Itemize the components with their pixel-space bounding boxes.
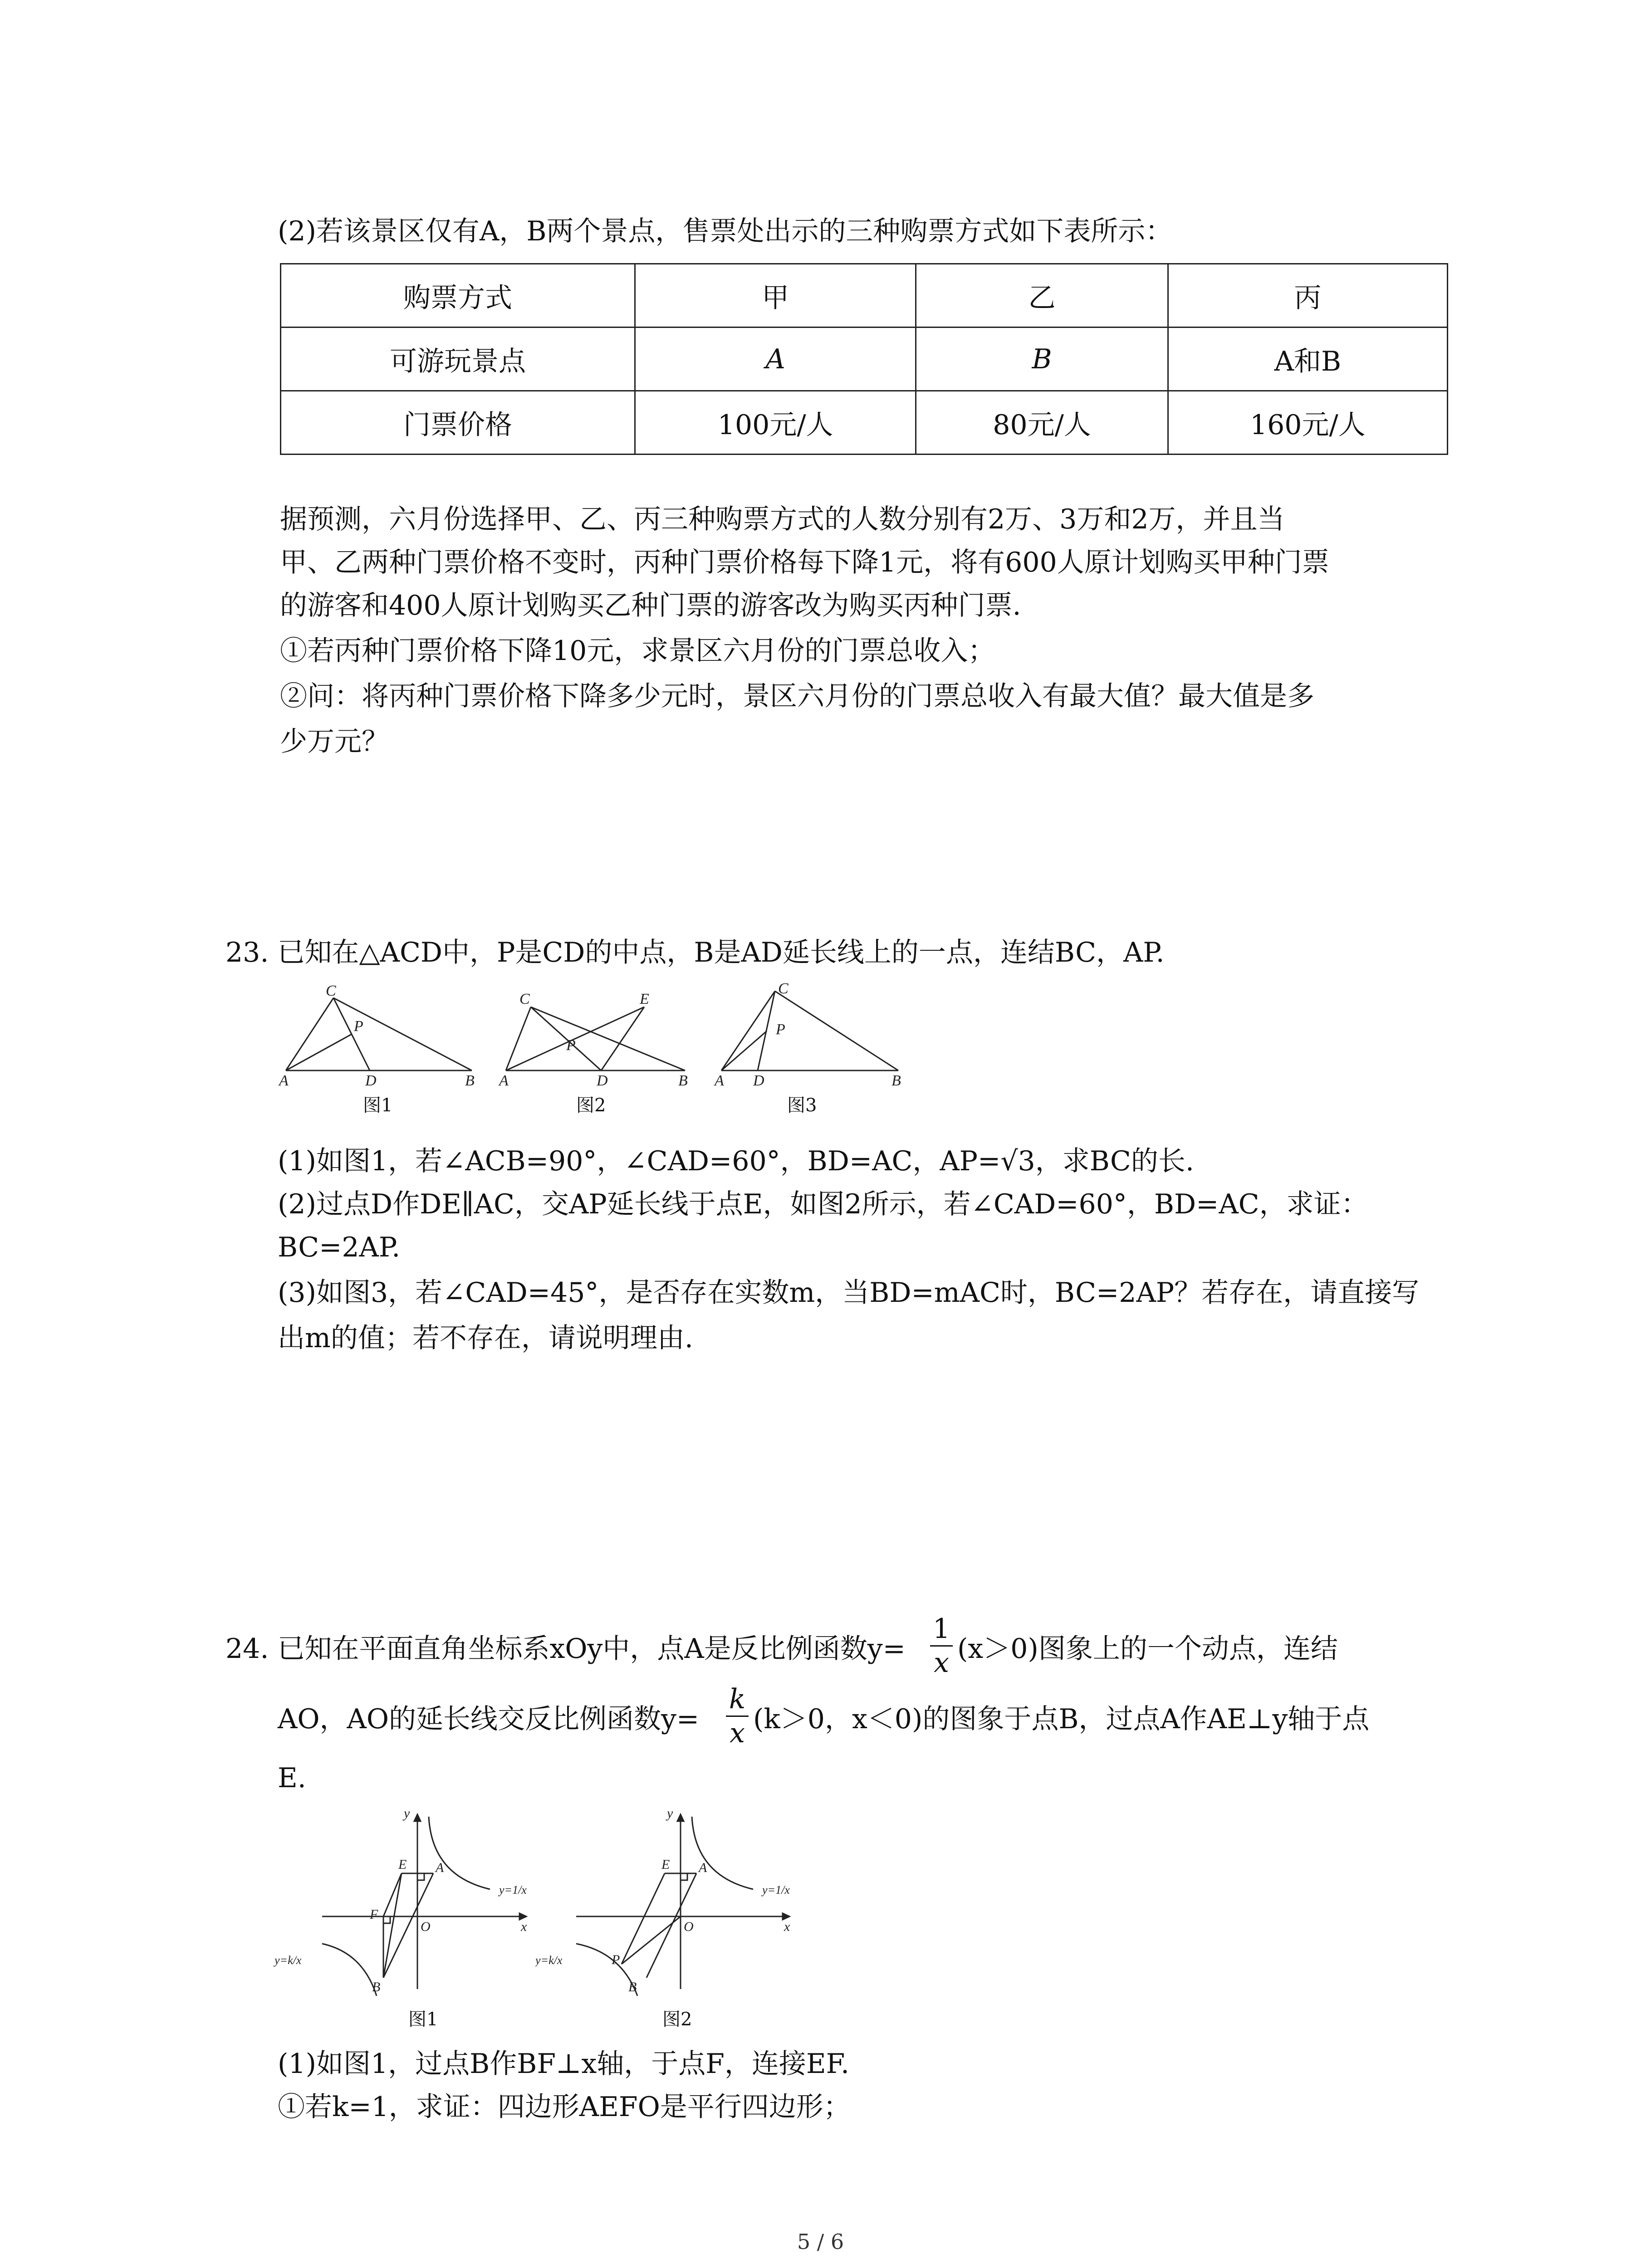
q23-figure-2 [495,982,708,1086]
label-A: A [279,1072,289,1086]
label-B: B [892,1072,901,1086]
q24-line1-a: 24. 已知在平面直角坐标系xOy中，点A是反比例函数y= [225,1633,906,1665]
fraction-numerator: k [729,1683,746,1715]
table-row [281,391,1448,455]
q22-line-2: 甲、乙两种门票价格不变时，丙种门票价格每下降1元，将有600人原计划购买甲种门票 [280,547,1329,578]
q24-part1: (1)如图1，过点B作BF⊥x轴，于点F，连接EF. [278,2048,850,2080]
q24-part1-1: ①若k=1，求证：四边形AEFO是平行四边形； [278,2091,851,2123]
curve-label-1-over-x: y=1/x [762,1883,790,1897]
label-A: A [699,1860,707,1875]
q24-figure-2 [535,1808,826,1998]
label-A: A [436,1860,444,1875]
table-cell: 门票价格 [281,391,635,455]
table-row [281,327,1448,391]
table-cell: B [916,327,1168,391]
table-cell: 可游玩景点 [281,327,635,391]
q22-line-1: 据预测，六月份选择甲、乙、丙三种购票方式的人数分别有2万、3万和2万，并且当 [280,503,1285,535]
label-D: D [365,1072,377,1086]
q23-figure-3 [708,982,912,1086]
q24-figure-1 [272,1808,563,1998]
table-cell: 乙 [916,264,1168,327]
table-row [281,264,1448,327]
label-P: P [354,1018,363,1035]
q24-fraction-2 [726,1683,749,1750]
label-x: x [784,1919,790,1934]
label-P: P [776,1021,785,1038]
curve-label-k-over-x: y=k/x [535,1954,563,1967]
q22-line-3: 的游客和400人原计划购买乙种门票的游客改为购买丙种门票. [280,590,1021,621]
label-B: B [678,1072,688,1086]
label-D: D [753,1072,764,1086]
label-A: A [715,1072,724,1086]
label-E: E [661,1857,670,1872]
page-number: 5 / 6 [797,2229,844,2254]
label-y: y [404,1808,410,1821]
label-E: E [398,1857,407,1872]
ticket-table [280,263,1448,455]
q24-fig2-caption: 图2 [662,2009,692,2030]
curve-label-1-over-x: y=1/x [499,1883,527,1897]
q24-line1-b: (x＞0)图象上的一个动点，连结 [957,1633,1338,1665]
label-C: C [519,991,530,1007]
label-O: O [421,1919,431,1934]
label-C: C [778,982,789,997]
q24-line3: E. [278,1762,306,1794]
q23-fig3-caption: 图3 [787,1095,817,1116]
table-cell: A [635,327,916,391]
label-O: O [684,1919,694,1934]
label-y: y [667,1808,673,1821]
table-cell: 80元/人 [916,391,1168,455]
label-P: P [566,1037,576,1054]
q24-line2-a: AO，AO的延长线交反比例函数y= [278,1703,700,1735]
table-cell: 100元/人 [635,391,916,455]
q23-part2-line2: BC=2AP. [278,1232,401,1263]
table-cell: 160元/人 [1168,391,1447,455]
q22-line-5: ②问：将丙种门票价格下降多少元时，景区六月份的门票总收入有最大值？最大值是多 [280,680,1314,712]
fraction-numerator: 1 [932,1613,950,1645]
q23-part2-line1: (2)过点D作DE∥AC，交AP延长线于点E，如图2所示，若∠CAD=60°，BD=AC，求证： [278,1188,1368,1220]
label-F: F [370,1907,378,1922]
label-B: B [465,1072,475,1086]
q24-fraction-1 [930,1613,953,1679]
q22-line-6: 少万元？ [280,726,389,758]
label-B: B [628,1980,637,1994]
q23-part1: (1)如图1，若∠ACB=90°，∠CAD=60°，BD=AC，AP=√3，求BC的长. [278,1145,1194,1177]
q23-part3-line2: 出m的值；若不存在，请说明理由. [278,1322,693,1354]
q24-line2-b: (k＞0，x＜0)的图象于点B，过点A作AE⊥y轴于点 [753,1703,1370,1735]
q23-part3-line1: (3)如图3，若∠CAD=45°，是否存在实数m，当BD=mAC时，BC=2AP？若存在，请直接写 [278,1277,1420,1309]
table-cell: 丙 [1168,264,1447,327]
q22-part2-intro: (2)若该景区仅有A，B两个景点，售票处出示的三种购票方式如下表所示： [278,215,1173,247]
curve-label-k-over-x: y=k/x [274,1954,302,1967]
fraction-denominator: x [726,1716,749,1750]
label-B: B [372,1980,381,1994]
table-cell: 甲 [635,264,916,327]
q23-fig1-caption: 图1 [363,1095,393,1116]
fraction-denominator: x [930,1645,953,1679]
table-cell: 购票方式 [281,264,635,327]
q24-fig1-caption: 图1 [408,2009,438,2030]
label-x: x [521,1919,527,1934]
label-E: E [640,991,649,1007]
q23-figure-1 [272,982,485,1086]
label-C: C [326,982,336,999]
table-cell: A和B [1168,327,1447,391]
q23-fig2-caption: 图2 [576,1095,606,1116]
q23-stem: 23. 已知在△ACD中，P是CD的中点，B是AD延长线上的一点，连结BC，AP. [225,937,1165,968]
label-A: A [499,1072,509,1086]
q22-line-4: ①若丙种门票价格下降10元，求景区六月份的门票总收入； [280,635,995,667]
label-D: D [597,1072,608,1086]
label-P: P [612,1952,620,1967]
